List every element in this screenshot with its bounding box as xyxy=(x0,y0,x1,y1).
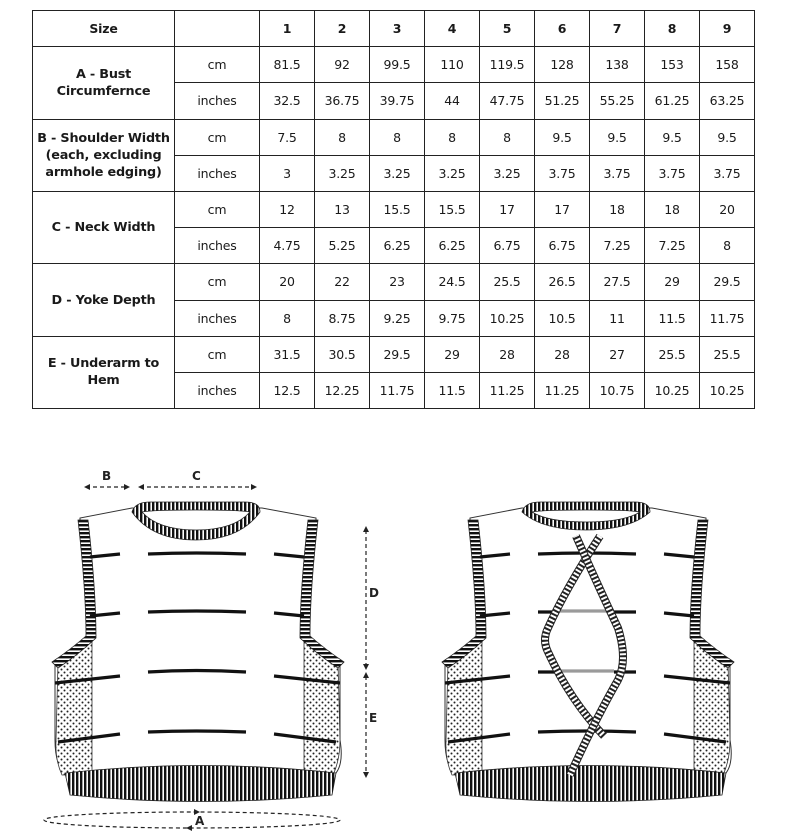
value-cell: 25.5 xyxy=(645,336,700,372)
value-cell: 30.5 xyxy=(315,336,370,372)
value-cell: 7.25 xyxy=(645,228,700,264)
value-cell: 29 xyxy=(645,264,700,300)
unit-cell: cm xyxy=(175,119,260,155)
dimension-label-d: D xyxy=(369,586,379,600)
value-cell: 13 xyxy=(315,191,370,227)
value-cell: 39.75 xyxy=(370,83,425,119)
value-cell: 5.25 xyxy=(315,228,370,264)
table-row xyxy=(33,191,755,227)
unit-cell: cm xyxy=(175,336,260,372)
unit-cell: inches xyxy=(175,155,260,191)
value-cell: 81.5 xyxy=(260,47,315,83)
dimension-b xyxy=(84,469,130,490)
measurement-label: D - Yoke Depth xyxy=(33,264,175,336)
value-cell: 110 xyxy=(425,47,480,83)
dimension-label-e: E xyxy=(369,711,378,725)
value-cell: 23 xyxy=(370,264,425,300)
unit-cell: inches xyxy=(175,300,260,336)
value-cell: 6.75 xyxy=(535,228,590,264)
size-header-cell: 5 xyxy=(480,11,535,47)
value-cell: 9.75 xyxy=(425,300,480,336)
value-cell: 12.25 xyxy=(315,372,370,408)
value-cell: 9.5 xyxy=(645,119,700,155)
value-cell: 4.75 xyxy=(260,228,315,264)
size-header-cell: 2 xyxy=(315,11,370,47)
value-cell: 29.5 xyxy=(700,264,755,300)
dimension-a xyxy=(44,809,340,831)
value-cell: 3 xyxy=(260,155,315,191)
value-cell: 8 xyxy=(700,228,755,264)
hem-band-back xyxy=(455,766,726,802)
measurement-label: C - Neck Width xyxy=(33,191,175,263)
value-cell: 10.25 xyxy=(700,372,755,408)
value-cell: 61.25 xyxy=(645,83,700,119)
value-cell: 55.25 xyxy=(590,83,645,119)
size-header-cell: 6 xyxy=(535,11,590,47)
value-cell: 11.75 xyxy=(700,300,755,336)
value-cell: 24.5 xyxy=(425,264,480,300)
unit-header xyxy=(175,11,260,47)
size-header-cell: 4 xyxy=(425,11,480,47)
value-cell: 15.5 xyxy=(425,191,480,227)
table-row xyxy=(33,119,755,155)
value-cell: 18 xyxy=(645,191,700,227)
value-cell: 3.75 xyxy=(700,155,755,191)
value-cell: 32.5 xyxy=(260,83,315,119)
dimension-c xyxy=(138,469,257,490)
value-cell: 11 xyxy=(590,300,645,336)
size-chart-table xyxy=(32,10,755,409)
value-cell: 99.5 xyxy=(370,47,425,83)
value-cell: 158 xyxy=(700,47,755,83)
dimension-e xyxy=(363,672,377,778)
value-cell: 8 xyxy=(315,119,370,155)
value-cell: 3.25 xyxy=(370,155,425,191)
dimension-label-b: B xyxy=(102,469,112,483)
value-cell: 10.5 xyxy=(535,300,590,336)
value-cell: 3.75 xyxy=(590,155,645,191)
value-cell: 8.75 xyxy=(315,300,370,336)
value-cell: 25.5 xyxy=(480,264,535,300)
unit-cell: inches xyxy=(175,372,260,408)
dimension-label-a: A xyxy=(195,814,205,828)
value-cell: 8 xyxy=(260,300,315,336)
size-header-cell: 8 xyxy=(645,11,700,47)
value-cell: 27.5 xyxy=(590,264,645,300)
value-cell: 9.5 xyxy=(535,119,590,155)
header-row xyxy=(33,11,755,47)
value-cell: 6.25 xyxy=(425,228,480,264)
value-cell: 3.75 xyxy=(645,155,700,191)
size-header-cell: 7 xyxy=(590,11,645,47)
vest-schematic xyxy=(0,440,798,834)
value-cell: 138 xyxy=(590,47,645,83)
value-cell: 29 xyxy=(425,336,480,372)
value-cell: 28 xyxy=(480,336,535,372)
value-cell: 12.5 xyxy=(260,372,315,408)
value-cell: 11.25 xyxy=(480,372,535,408)
value-cell: 10.25 xyxy=(645,372,700,408)
unit-cell: cm xyxy=(175,191,260,227)
unit-cell: cm xyxy=(175,47,260,83)
value-cell: 8 xyxy=(425,119,480,155)
vest-back xyxy=(442,502,734,802)
value-cell: 36.75 xyxy=(315,83,370,119)
value-cell: 8 xyxy=(370,119,425,155)
value-cell: 8 xyxy=(480,119,535,155)
hem-band-front xyxy=(65,766,336,802)
value-cell: 20 xyxy=(260,264,315,300)
unit-cell: inches xyxy=(175,83,260,119)
value-cell: 12 xyxy=(260,191,315,227)
value-cell: 27 xyxy=(590,336,645,372)
value-cell: 3.75 xyxy=(535,155,590,191)
value-cell: 11.75 xyxy=(370,372,425,408)
unit-cell: inches xyxy=(175,228,260,264)
size-header-cell: 9 xyxy=(700,11,755,47)
value-cell: 22 xyxy=(315,264,370,300)
value-cell: 9.5 xyxy=(700,119,755,155)
unit-cell: cm xyxy=(175,264,260,300)
size-header-cell: 3 xyxy=(370,11,425,47)
value-cell: 11.25 xyxy=(535,372,590,408)
measurement-label: E - Underarm to Hem xyxy=(33,336,175,408)
measurement-label: A - Bust Circumfernce xyxy=(33,47,175,119)
size-header-label: Size xyxy=(33,11,175,47)
value-cell: 17 xyxy=(535,191,590,227)
dimension-d xyxy=(363,526,379,670)
value-cell: 20 xyxy=(700,191,755,227)
value-cell: 153 xyxy=(645,47,700,83)
table-row xyxy=(33,264,755,300)
value-cell: 31.5 xyxy=(260,336,315,372)
value-cell: 15.5 xyxy=(370,191,425,227)
value-cell: 47.75 xyxy=(480,83,535,119)
size-header-cell: 1 xyxy=(260,11,315,47)
value-cell: 10.25 xyxy=(480,300,535,336)
value-cell: 92 xyxy=(315,47,370,83)
value-cell: 28 xyxy=(535,336,590,372)
dimension-label-c: C xyxy=(192,469,201,483)
value-cell: 3.25 xyxy=(480,155,535,191)
value-cell: 11.5 xyxy=(645,300,700,336)
value-cell: 25.5 xyxy=(700,336,755,372)
value-cell: 3.25 xyxy=(425,155,480,191)
value-cell: 11.5 xyxy=(425,372,480,408)
value-cell: 44 xyxy=(425,83,480,119)
value-cell: 119.5 xyxy=(480,47,535,83)
value-cell: 17 xyxy=(480,191,535,227)
value-cell: 9.25 xyxy=(370,300,425,336)
vest-front xyxy=(44,469,379,831)
value-cell: 7.25 xyxy=(590,228,645,264)
value-cell: 7.5 xyxy=(260,119,315,155)
value-cell: 6.25 xyxy=(370,228,425,264)
value-cell: 128 xyxy=(535,47,590,83)
value-cell: 63.25 xyxy=(700,83,755,119)
value-cell: 9.5 xyxy=(590,119,645,155)
value-cell: 3.25 xyxy=(315,155,370,191)
value-cell: 6.75 xyxy=(480,228,535,264)
value-cell: 51.25 xyxy=(535,83,590,119)
value-cell: 18 xyxy=(590,191,645,227)
table-row xyxy=(33,47,755,83)
value-cell: 26.5 xyxy=(535,264,590,300)
measurement-label: B - Shoulder Width (each, excluding armhole edging) xyxy=(33,119,175,191)
value-cell: 29.5 xyxy=(370,336,425,372)
table-row xyxy=(33,336,755,372)
value-cell: 10.75 xyxy=(590,372,645,408)
